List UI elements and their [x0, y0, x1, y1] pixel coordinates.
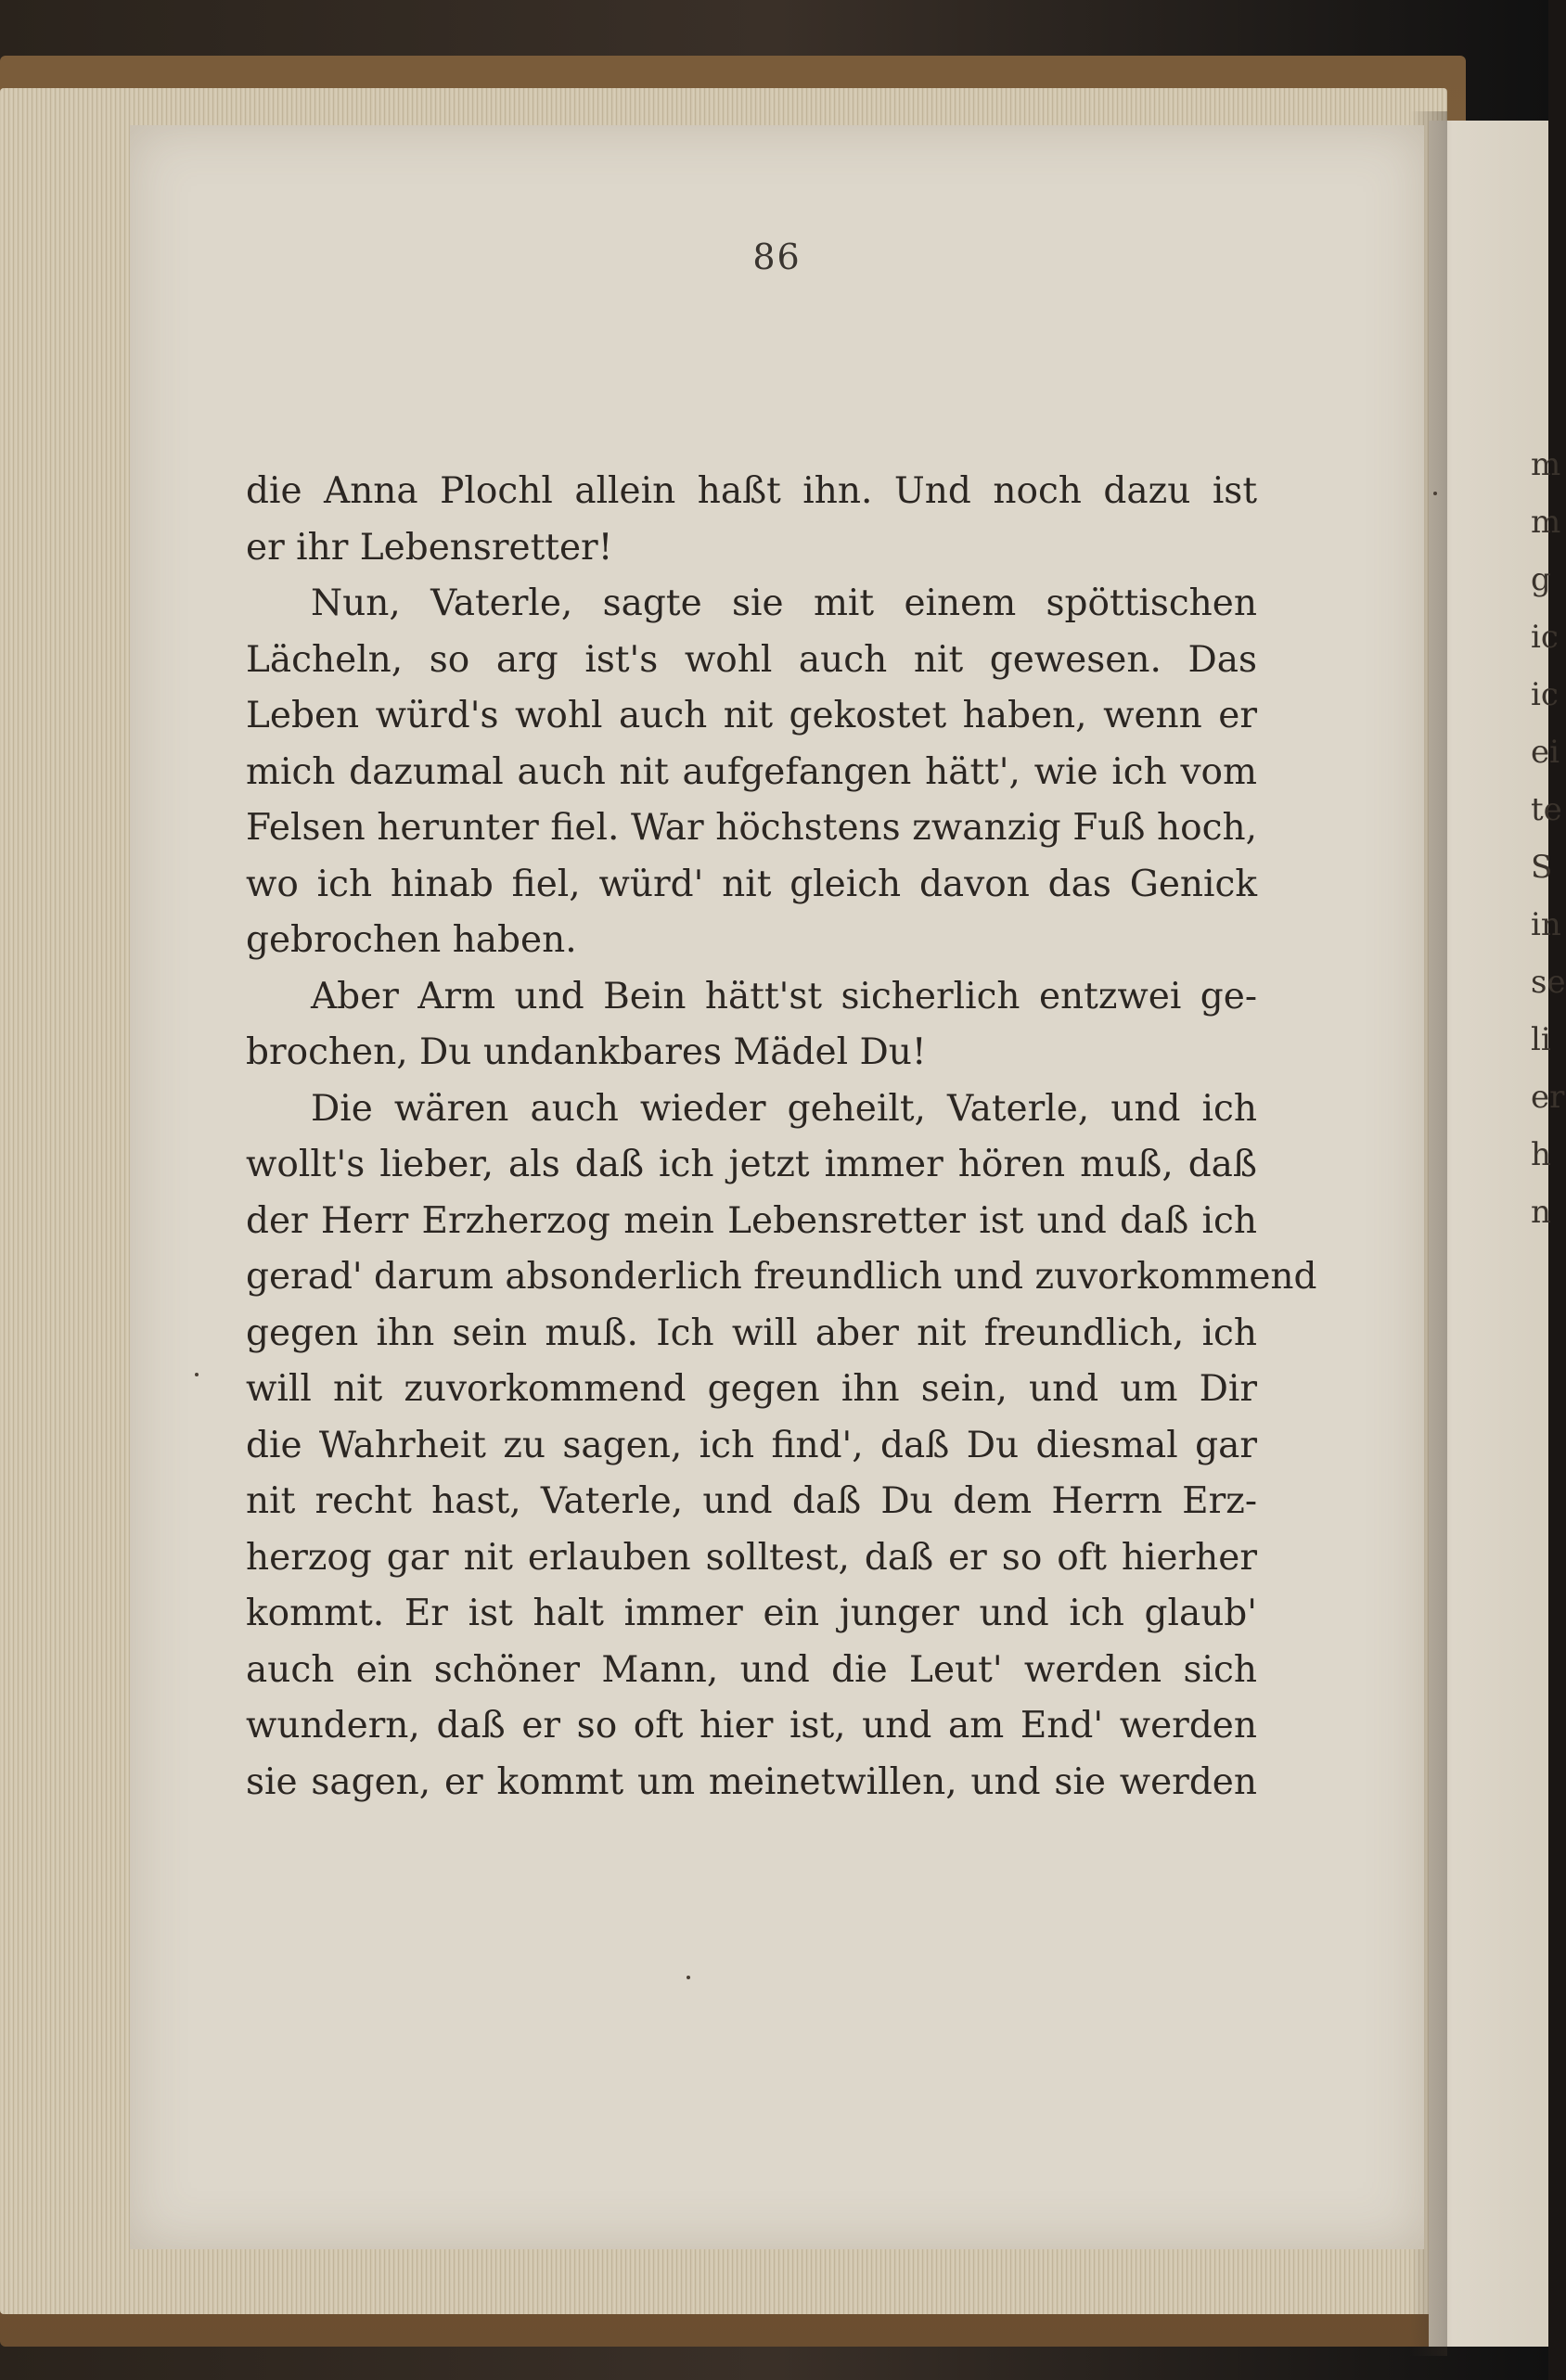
text-line: gegen ihn sein muß. Ich will aber nit freundlich, ich: [246, 1312, 1257, 1354]
facing-page-text: m m g ic ic ei te S in se li er h n: [1531, 446, 1566, 1231]
text-line: mich dazumal auch nit aufgefangen hätt', wie ich vom: [246, 750, 1257, 793]
text-line: die Wahrheit zu sagen, ich find', daß Du diesmal gar: [246, 1424, 1257, 1466]
page-body-text: [246, 464, 1317, 1811]
text-line: will nit zuvorkommend gegen ihn sein, und um Dir: [246, 1368, 1257, 1410]
text-line: wo ich hinab fiel, würd' nit gleich davon das Genick: [246, 863, 1257, 905]
text-line: gerad' darum absonderlich freundlich und zuvorkommend: [246, 1256, 1317, 1298]
text-line: gebrochen haben.: [246, 919, 577, 961]
paper-speck: [1433, 492, 1437, 495]
text-line: nit recht hast, Vaterle, und daß Du dem Herrn Erz-: [246, 1480, 1257, 1522]
text-line: Aber Arm und Bein hätt'st sicherlich entzwei ge-: [311, 975, 1257, 1017]
text-line: auch ein schöner Mann, und die Leut' werden sich: [246, 1648, 1257, 1691]
text-line: sie sagen, er kommt um meinetwillen, und sie werden: [246, 1760, 1257, 1803]
paper-speck: [687, 1976, 690, 1979]
text-line: Die wären auch wieder geheilt, Vaterle, und ich: [311, 1087, 1257, 1130]
text-line: herzog gar nit erlauben solltest, daß er so oft hierher: [246, 1536, 1257, 1579]
paper-speck: [195, 1373, 199, 1376]
text-line: wundern, daß er so oft hier ist, und am End' werden: [246, 1705, 1257, 1747]
text-line: der Herr Erzherzog mein Lebensretter ist und daß ich: [246, 1199, 1257, 1242]
text-line: brochen, Du undankbares Mädel Du!: [246, 1031, 927, 1073]
text-line: Felsen herunter fiel. War höchstens zwanzig Fuß hoch,: [246, 807, 1257, 849]
page-number: 86: [752, 237, 802, 277]
text-line: Lächeln, so arg ist's wohl auch nit gewesen. Das: [246, 638, 1257, 681]
text-line: kommt. Er ist halt immer ein junger und ich glaub': [246, 1593, 1257, 1634]
text-line: Leben würd's wohl auch nit gekostet haben, wenn er: [246, 695, 1257, 736]
text-line: wollt's lieber, als daß ich jetzt immer hören muß, daß: [246, 1144, 1257, 1185]
text-line: die Anna Plochl allein haßt ihn. Und noch dazu ist: [246, 470, 1257, 512]
text-line: er ihr Lebensretter!: [246, 526, 613, 569]
text-line: Nun, Vaterle, sagte sie mit einem spöttischen: [311, 582, 1257, 624]
